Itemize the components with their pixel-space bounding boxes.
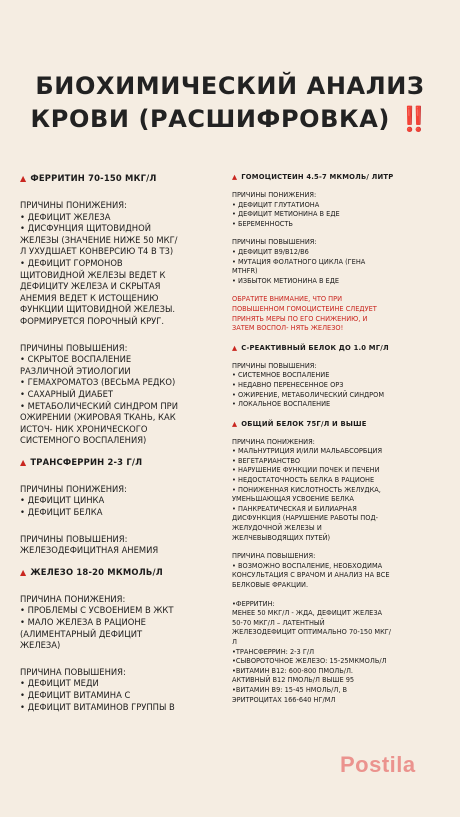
list-item: • ДЕФИЦИТ ВИТАМИНА С <box>20 690 131 700</box>
list-item: • СКРЫТОЕ ВОСПАЛЕНИЕ <box>20 354 132 365</box>
warning-text: ЗАТЕМ ВОСПОЛ- НЯТЬ ЖЕЛЕЗО! <box>232 324 344 333</box>
homocysteine-section <box>232 172 444 334</box>
title-line-1: БИОХИМИЧЕСКИЙ АНАЛИЗ <box>35 72 425 100</box>
list-item: • МАЛО ЖЕЛЕЗА В РАЦИОНЕ <box>20 617 146 628</box>
list-item: • ДЕФИЦИТ МЕТИОНИНА В ЕДЕ <box>232 210 340 219</box>
list-item: ИСТОЧ- НИК ХРОНИЧЕСКОГО <box>20 423 148 434</box>
red-triangle-icon: ▲ <box>232 419 238 428</box>
ferritin-header-text: ФЕРРИТИН 70-150 МКГ/Л <box>30 173 157 183</box>
list-item: Л <box>232 637 237 646</box>
iron-high-title: ПРИЧИНА ПОВЫШЕНИЯ: <box>20 666 126 677</box>
protein-header <box>232 419 444 429</box>
list-item: АНЕМИЯ ВЕДЕТ К ИСТОЩЕНИЮ <box>20 292 159 303</box>
transferrin-low-title: ПРИЧИНЫ ПОНИЖЕНИЯ: <box>20 483 127 494</box>
list-item: • ДЕФИЦИТ БЕЛКА <box>20 507 103 518</box>
list-item: БЕЛКОВЫЕ ФРАКЦИИ. <box>232 581 309 589</box>
crp-high-title: ПРИЧИНЫ ПОВЫШЕНИЯ: <box>232 361 317 370</box>
red-triangle-icon: ▲ <box>232 343 238 352</box>
list-item: ЖЕЛЧЕВЫВОДЯЩИХ ПУТЕЙ) <box>232 533 331 542</box>
list-item: • ДЕФИЦИТ МЕДИ <box>20 678 99 689</box>
list-item: • НЕДАВНО ПЕРЕНЕСЕННОЕ ОРЗ <box>232 380 344 389</box>
list-item: • ДИСФУНЦИЯ ЩИТОВИДНОЙ <box>20 223 151 234</box>
protein-section <box>232 419 444 591</box>
list-item: • МУТАЦИЯ ФОЛАТНОГО ЦИКЛА (ГЕНА <box>232 257 366 266</box>
list-item: • НАРУШЕНИЕ ФУНКЦИИ ПОЧЕК И ПЕЧЕНИ <box>232 466 380 475</box>
list-item: МЕНЕЕ 50 МКГ/Л - ЖДА, ДЕФИЦИТ ЖЕЛЕЗА <box>232 609 383 618</box>
list-item: • САХАРНЫЙ ДИАБЕТ <box>20 388 114 399</box>
ferritin-header <box>20 172 225 185</box>
list-item: • ИЗБЫТОК МЕТИОНИНА В ЕДЕ <box>232 276 340 285</box>
red-triangle-icon: ▲ <box>20 567 27 577</box>
list-item: • ДЕФИЦИТ ЦИНКА <box>20 495 105 506</box>
title-line-2-text: КРОВИ (РАСШИФРОВКА) <box>30 105 391 133</box>
list-item: •ФЕРРИТИН: <box>232 599 275 608</box>
list-item: •СЫВОРОТОЧНОЕ ЖЕЛЕЗО: 15-25МКМОЛЬ/Л <box>232 657 387 666</box>
list-item: РАЗЛИЧНОЙ ЭТИОЛОГИИ <box>20 365 131 376</box>
list-item: 50-70 МКГ/Л – ЛАТЕНТНЫЙ <box>232 618 325 627</box>
warning-text: ПОВЫШЕННОМ ГОМОЦИСТЕИНЕ СЛЕДУЕТ <box>232 304 377 313</box>
protein-high-title: ПРИЧИНА ПОВЫШЕНИЯ: <box>232 552 316 561</box>
list-item: • ПАНКРЕАТИЧЕСКАЯ И БИЛИАРНАЯ <box>232 504 357 513</box>
crp-section <box>232 343 444 410</box>
list-item: УМЕНЬШАЮЩАЯ УСВОЕНИЕ БЕЛКА <box>232 495 354 504</box>
list-item: •ВИТАМИН В12: 600-800 ПМОЛЬ/Л. <box>232 666 354 675</box>
iron-header-text: ЖЕЛЕЗО 18-20 МКМОЛЬ/Л <box>30 566 163 577</box>
list-item: MTHFR) <box>232 267 258 276</box>
watermark-logo: Postila <box>340 752 416 777</box>
list-item: ЖЕЛЕЗЫ (ЗНАЧЕНИЕ НИЖЕ 50 МКГ/ <box>20 234 178 245</box>
iron-low-title: ПРИЧИНА ПОНИЖЕНИЯ: <box>20 593 126 604</box>
reference-summary <box>232 600 444 706</box>
list-item: • ОЖИРЕНИЕ, МЕТАБОЛИЧЕСКИЙ СИНДРОМ <box>232 390 385 399</box>
warning-text: ПРИНЯТЬ МЕРЫ ПО ЕГО СНИЖЕНИЮ, И <box>232 314 368 323</box>
list-item: • БЕРЕМЕННОСТЬ <box>232 219 293 228</box>
page-title <box>0 70 460 136</box>
ferritin-high-title: ПРИЧИНЫ ПОВЫШЕНИЯ: <box>20 342 128 353</box>
list-item: ЖЕЛЕЗА) <box>20 640 61 651</box>
transferrin-header <box>20 456 225 469</box>
title-line-2 <box>0 103 460 136</box>
crp-header-text: С-РЕАКТИВНЫЙ БЕЛОК ДО 1.0 МГ/Л <box>241 343 389 352</box>
list-item: Л УХУДШАЕТ КОНВЕРСИЮ Т4 В Т3) <box>20 246 174 257</box>
homocysteine-high-title: ПРИЧИНЫ ПОВЫШЕНИЯ: <box>232 238 317 247</box>
homocysteine-header-text: ГОМОЦИСТЕИН 4.5-7 МКМОЛЬ/ ЛИТР <box>241 173 394 181</box>
list-item: ДЕФИЦИТУ ЖЕЛЕЗА И СКРЫТАЯ <box>20 281 161 292</box>
homocysteine-low-title: ПРИЧИНЫ ПОНИЖЕНИЯ: <box>232 191 317 199</box>
ferritin-section <box>20 172 225 447</box>
list-item: • МЕТАБОЛИЧЕСКИЙ СИНДРОМ ПРИ <box>20 400 178 411</box>
list-item: •ТРАНСФЕРРИН: 2-3 Г/Л <box>232 647 315 656</box>
transferrin-section <box>20 456 225 557</box>
list-item: • ДЕФИЦИТ ГЛУТАТИОНА <box>232 200 320 209</box>
list-item: КОНСУЛЬТАЦИЯ С ВРАЧОМ И АНАЛИЗ НА ВСЕ <box>232 571 390 580</box>
list-item: • НЕДОСТАТОЧНОСТЬ БЕЛКА В РАЦИОНЕ <box>232 476 375 485</box>
ferritin-low-title: ПРИЧИНЫ ПОНИЖЕНИЯ: <box>20 200 127 210</box>
list-item: • ПРОБЛЕМЫ С УСВОЕНИЕМ В ЖКТ <box>20 605 174 616</box>
red-triangle-icon: ▲ <box>20 457 27 467</box>
list-item: ДИСФУНКЦИЯ (НАРУШЕНИЕ РАБОТЫ ПОД- <box>232 514 378 523</box>
list-item: • ДЕФИЦИТ ГОРМОНОВ <box>20 257 123 268</box>
red-triangle-icon: ▲ <box>232 173 238 181</box>
list-item: • ВОЗМОЖНО ВОСПАЛЕНИЕ, НЕОБХОДИМА <box>232 561 383 570</box>
list-item: •ВИТАМИН В9: 15-45 НМОЛЬ/Л, В <box>232 685 348 694</box>
list-item: • ВЕГЕТАРИАНСТВО <box>232 456 301 465</box>
protein-header-text: ОБЩИЙ БЕЛОК 75Г/Л И ВЫШЕ <box>241 419 367 428</box>
list-item: • МАЛЬНУТРИЦИЯ И/ИЛИ МАЛЬАБСОРБЦИЯ <box>232 447 383 456</box>
list-item: АКТИВНЫЙ В12 ПМОЛЬ/Л ВЫШЕ 95 <box>232 676 355 685</box>
list-item: • ДЕФИЦИТ ЖЕЛЕЗА <box>20 211 111 222</box>
iron-header <box>20 566 225 579</box>
list-item: ЖЕЛЕЗОДЕФИЦИТНАЯ АНЕМИЯ <box>20 545 159 556</box>
protein-low-title: ПРИЧИНА ПОНИЖЕНИЯ: <box>232 437 315 446</box>
list-item: ЭРИТРОЦИТАХ 166-640 НГ/МЛ <box>232 695 336 704</box>
list-item: СИСТЕМНОГО ВОСПАЛЕНИЯ) <box>20 435 147 446</box>
transferrin-high-title: ПРИЧИНЫ ПОВЫШЕНИЯ: <box>20 533 128 544</box>
list-item: • ДЕФИЦИТ ВИТАМИНОВ ГРУППЫ В <box>20 701 175 712</box>
list-item: • ПОНИЖЕННАЯ КИСЛОТНОСТЬ ЖЕЛУДКА, <box>232 485 381 494</box>
list-item: • ЛОКАЛЬНОЕ ВОСПАЛЕНИЕ <box>232 400 331 409</box>
list-item: ФОРМИРУЕТСЯ ПОРОЧНЫЙ КРУГ. <box>20 315 164 326</box>
list-item: (АЛИМЕНТАРНЫЙ ДЕФИЦИТ <box>20 628 143 639</box>
right-column <box>232 172 444 705</box>
homocysteine-header <box>232 172 444 182</box>
list-item: ЖЕЛЕЗОДЕФИЦИТ ОПТИМАЛЬНО 70-150 МКГ/ <box>232 628 392 637</box>
left-column <box>20 172 225 713</box>
crp-header <box>232 343 444 353</box>
list-item: ОЖИРЕНИИ (ЖИРОВАЯ ТКАНЬ, КАК <box>20 412 176 423</box>
list-item: ЖЕЛУДОЧНОЙ ЖЕЛЕЗЫ И <box>232 524 322 533</box>
list-item: • СИСТЕМНОЕ ВОСПАЛЕНИЕ <box>232 371 330 380</box>
list-item: • ДЕФИЦИТ В9/В12/В6 <box>232 247 309 256</box>
list-item: • ГЕМАХРОМАТОЗ (ВЕСЬМА РЕДКО) <box>20 377 176 388</box>
list-item: ЩИТОВИДНОЙ ЖЕЛЕЗЫ ВЕДЕТ К <box>20 269 166 280</box>
iron-section <box>20 566 225 713</box>
warning-text: ОБРАТИТЕ ВНИМАНИЕ, ЧТО ПРИ <box>232 295 343 304</box>
double-exclamation-icon: ‼️ <box>398 105 430 133</box>
list-item: ФУНКЦИИ ЩИТОВИДНОЙ ЖЕЛЕЗЫ. <box>20 304 176 315</box>
red-triangle-icon: ▲ <box>20 174 27 183</box>
transferrin-header-text: ТРАНСФЕРРИН 2-3 Г/Л <box>30 456 143 467</box>
